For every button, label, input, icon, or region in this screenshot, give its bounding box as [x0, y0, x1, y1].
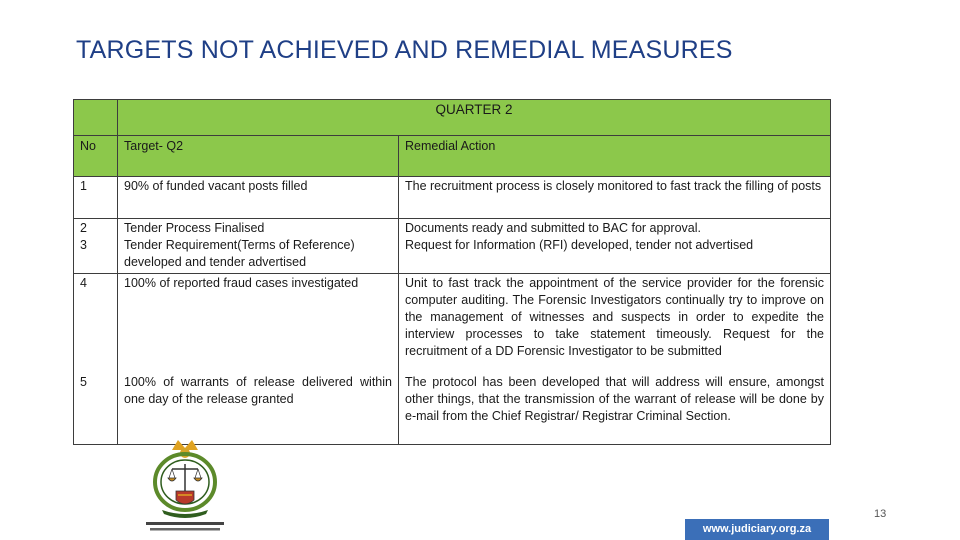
target-text-group: [118, 219, 399, 274]
action-text: The recruitment process is closely monitored to fast track the filling of posts: [399, 177, 831, 219]
row-number: 4: [74, 274, 118, 374]
row-number: 1: [74, 177, 118, 219]
table-row: [74, 177, 831, 219]
table-row: [74, 219, 831, 274]
row-number: 5: [74, 373, 118, 445]
column-header-row: [74, 136, 831, 177]
column-header-no: No: [74, 136, 118, 177]
targets-table: [73, 99, 831, 445]
target-text: Tender Requirement(Terms of Reference) developed and tender advertised: [124, 238, 355, 269]
column-header-action: Remedial Action: [399, 136, 831, 177]
page-title: TARGETS NOT ACHIEVED AND REMEDIAL MEASURES: [76, 36, 733, 64]
action-text: The protocol has been developed that will address will ensure, amongst other things, that the transmission of the warrant of release will be done by e-mail from the Chief Registrar/ Registrar Criminal Section.: [399, 373, 831, 445]
column-header-target: Target- Q2: [118, 136, 399, 177]
target-text: 100% of reported fraud cases investigated: [118, 274, 399, 374]
target-text: 90% of funded vacant posts filled: [118, 177, 399, 219]
row-number: 2: [80, 221, 87, 235]
table-row: [74, 373, 831, 445]
website-link[interactable]: www.judiciary.org.za: [685, 519, 829, 540]
judiciary-coat-of-arms-icon: [140, 436, 230, 536]
action-text: Documents ready and submitted to BAC for approval.: [405, 221, 701, 235]
quarter-header-row: [74, 100, 831, 136]
row-number-group: [74, 219, 118, 274]
action-text: Unit to fast track the appointment of the service provider for the forensic computer auditing. The Forensic Investigators continually try to improve on the management of witnesses and suspects in order to expedite the interview processes to take statement timeously. Request for the recruitment of a DD Forensic Investigator to be submitted: [399, 274, 831, 374]
page-number: 13: [874, 508, 887, 520]
table-row: [74, 274, 831, 374]
quarter-header: QUARTER 2: [118, 100, 831, 136]
row-number: 3: [80, 238, 87, 252]
target-text: Tender Process Finalised: [124, 221, 265, 235]
blank-header-cell: [74, 100, 118, 136]
target-text: 100% of warrants of release delivered within one day of the release granted: [118, 373, 399, 445]
action-text-group: [399, 219, 831, 274]
action-text: Request for Information (RFI) developed, tender not advertised: [405, 238, 754, 252]
